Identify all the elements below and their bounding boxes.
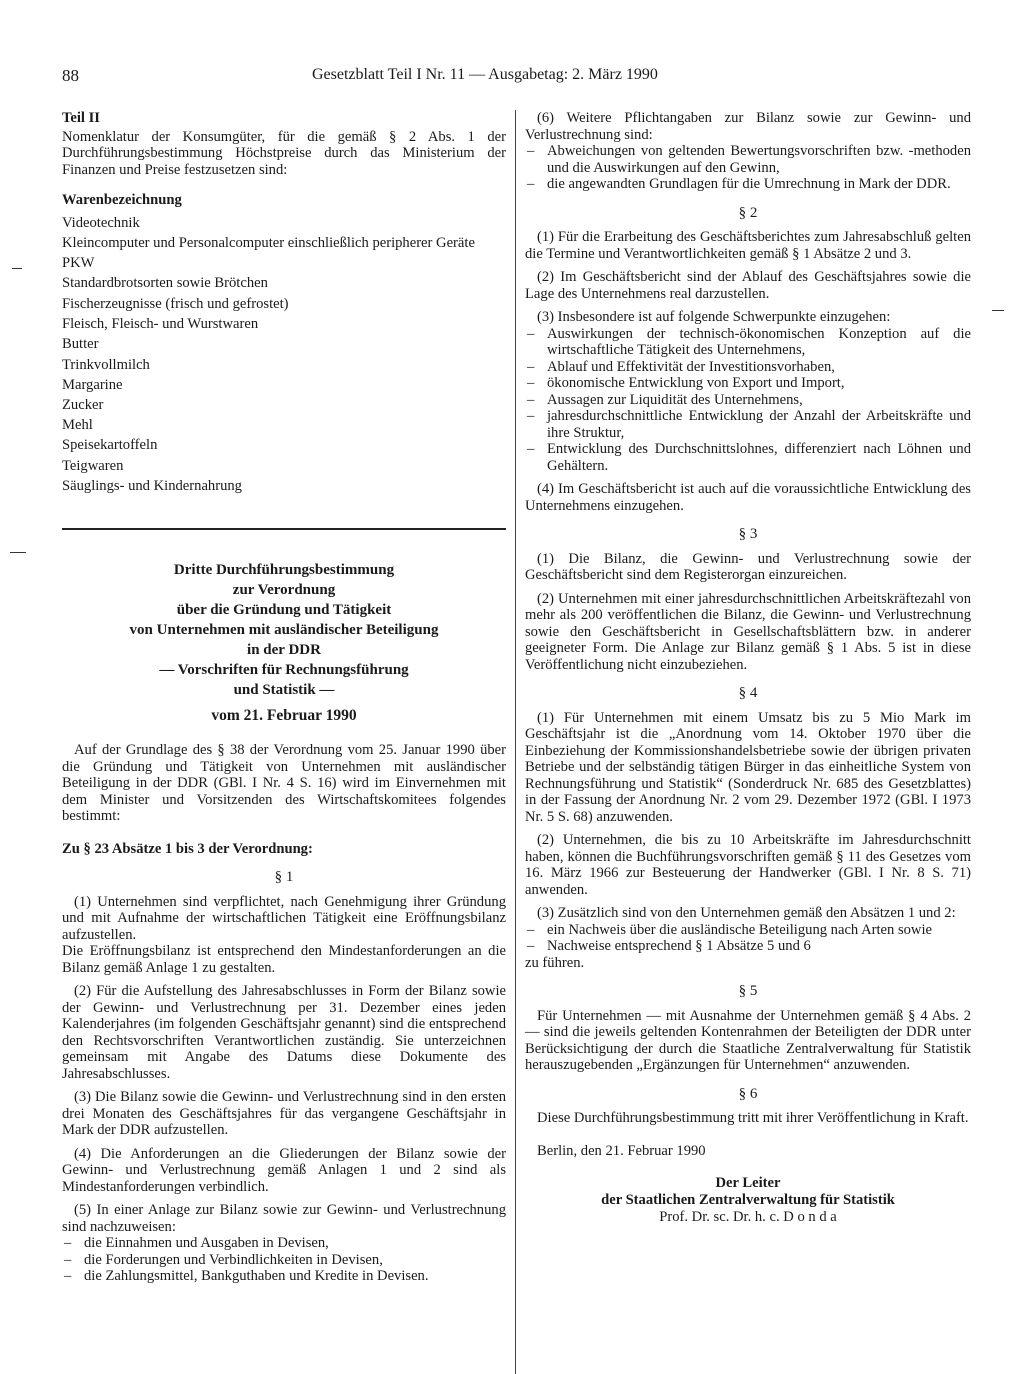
section-rule [62,528,506,530]
paragraph: (5) In einer Anlage zur Bilanz sowie zur Gewinn- und Verlustrechnung sind nachzuweisen: [62,1202,506,1235]
list-item: – Nachweise entsprechend § 1 Absätze 5 und 6 [525,938,971,955]
title-line: von Unternehmen mit ausländischer Beteiligung [129,621,439,638]
title-line: Dritte Durchführungsbestimmung [173,561,395,578]
paragraph: (1) Für die Erarbeitung des Geschäftsberichtes zum Jahresabschluß gelten die Termine und Verantwortlichkeiten gemäß § 1 Absätze 2 und 3. [525,229,971,262]
list-item: – die Einnahmen und Ausgaben in Devisen, [62,1235,506,1252]
title-line: und Statistik — [233,681,335,698]
paragraph: Diese Durchführungsbestimmung tritt mit ihrer Veröffentlichung in Kraft. [537,1110,969,1126]
header-title: Gesetzblatt Teil I Nr. 11 — Ausgabetag: 2. März 1990 [312,66,658,83]
list-item: Speisekartoffeln [62,437,158,454]
list-item: Zucker [62,396,104,413]
paragraph: (3) Die Bilanz sowie die Gewinn- und Verlustrechnung sind in den ersten drei Monaten des Geschäftsjahres für das vergangene Geschäftsjahr in Mark der DDR aufzustellen. [62,1089,506,1139]
paragraph: (2) Unternehmen mit einer jahresdurchschnittlichen Arbeitskräftezahl von mehr als 200 veröffentlichen die Bilanz, die Gewinn- und Verlustrechnung sowie den Geschäftsbericht in Gesellschaftsblättern bzw. in anderer geeigneter Form. Die Anlage zur Bilanz gemäß § 1 Abs. 5 ist in diese Veröffentlichung nicht einzubeziehen. [525,590,971,673]
document-title [62,560,506,700]
left-column [62,110,506,1285]
section-heading: § 1 [274,869,294,886]
section-heading: Teil II [62,110,100,126]
title-line: — Vorschriften für Rechnungsführung [159,661,409,678]
list-item: – Aussagen zur Liquidität des Unternehmens, [525,392,971,409]
paragraph: (2) Unternehmen, die bis zu 10 Arbeitskräfte im Jahresdurchschnitt haben, können die Buchführungsvorschriften gemäß § 11 des Gesetzes vom 16. März 1966 zur Besteuerung der Handwerker (GBl. I Nr. 8 S. 71) anwenden. [525,832,971,898]
intro-paragraph: Nomenklatur der Konsumgüter, für die gemäß § 2 Abs. 1 der Durchführungsbestimmung Höchstpreise durch das Ministerium der Finanzen und Preise festzusetzen sind: [62,128,506,178]
list-item: – Auswirkungen der technisch-ökonomischen Konzeption auf die wirtschaftliche Tätigkeit des Unternehmens, [525,326,971,359]
paragraph: (3) Insbesondere ist auf folgende Schwerpunkte einzugehen: [537,309,891,325]
list-item: Kleincomputer und Personalcomputer einschließlich peripherer Geräte [62,234,475,251]
list-item: – Abweichungen von geltenden Bewertungsvorschriften bzw. -methoden und die Auswirkungen auf den Gewinn, [525,143,971,176]
margin-mark [992,310,1004,311]
list-item: – jahresdurchschnittliche Entwicklung der Anzahl der Arbeitskräfte und ihre Struktur, [525,408,971,441]
paragraph: Für Unternehmen — mit Ausnahme der Unternehmen gemäß § 4 Abs. 2 — sind die jeweils geltenden Kontenrahmen der Beteiligten der DDR unter Berücksichtigung der durch die Staatliche Zentralverwaltung für Statistik herauszugebenden „Ergänzungen für Unternehmen“ anzuwenden. [525,1007,971,1073]
list-item: Videotechnik [62,214,140,231]
list-item: – Ablauf und Effektivität der Investitionsvorhaben, [525,359,971,376]
list-item: Fischerzeugnisse (frisch und gefrostet) [62,295,289,312]
list-item: Margarine [62,376,123,393]
title-line: in der DDR [247,641,321,658]
list-item: PKW [62,255,95,272]
list-item: Trinkvollmilch [62,356,150,373]
zu-heading: Zu § 23 Absätze 1 bis 3 der Verordnung: [62,840,313,857]
list-item: Fleisch, Fleisch- und Wurstwaren [62,316,259,333]
list-item: Säuglings- und Kindernahrung [62,477,242,494]
list-item: Teigwaren [62,457,124,474]
list-item: – die Forderungen und Verbindlichkeiten in Devisen, [62,1252,506,1269]
section-heading: § 3 [738,526,758,542]
list-item: Standardbrotsorten sowie Brötchen [62,275,268,292]
signature-name: Prof. Dr. sc. Dr. h. c. D o n d a [659,1209,837,1225]
list-item: – Entwicklung des Durchschnittslohnes, differenziert nach Löhnen und Gehältern. [525,441,971,474]
signature-office: der Staatlichen Zentralverwaltung für Statistik [601,1192,895,1208]
list-item: – ein Nachweis über die ausländische Beteiligung nach Arten sowie [525,922,971,939]
section-heading: § 5 [738,983,758,999]
signature-title: Der Leiter [715,1175,781,1191]
section-heading: § 6 [738,1085,758,1102]
paragraph: (4) Im Geschäftsbericht ist auch auf die voraussichtliche Entwicklung des Unternehmens einzugehen. [525,481,971,514]
place-date: Berlin, den 21. Februar 1990 [537,1142,706,1159]
preamble: Auf der Grundlage des § 38 der Verordnung vom 25. Januar 1990 über die Gründung und Tätigkeit von Unternehmen mit ausländischer Beteiligung in der DDR (GBl. I Nr. 4 S. 16) wird im Einvernehmen mit dem Minister und Vorsitzenden des Wirtschaftskomitees folgendes bestimmt: [62,742,506,825]
paragraph: zu führen. [525,954,585,971]
paragraph: (2) Im Geschäftsbericht sind der Ablauf des Geschäftsjahres sowie die Lage des Unternehmens real darzustellen. [525,269,971,302]
paragraph: (1) Die Bilanz, die Gewinn- und Verlustrechnung sowie der Geschäftsbericht sind dem Registerorgan einzureichen. [525,550,971,583]
paragraph: (1) Für Unternehmen mit einem Umsatz bis zu 5 Mio Mark im Geschäftsjahr ist die „Anordnung vom 14. Oktober 1970 über die Einbeziehung der Kommissionshandelsbetriebe sowie der übrigen privaten Betriebe und der selbständig tätigen Bürger in das einheitliche System von Rechnungsführung und Statistik“ (Sonderdruck Nr. 685 des Gesetzblattes) in der Fassung der Anordnung Nr. 2 vom 29. Dezember 1972 (GBl. I 1973 Nr. 5 S. 68) anzuwenden. [525,709,971,825]
paragraph: (6) Weitere Pflichtangaben zur Bilanz sowie zur Gewinn- und Verlustrechnung sind: [525,110,971,143]
section-heading: § 4 [738,685,758,701]
margin-mark [12,268,22,269]
list-item: Butter [62,336,99,353]
title-line: über die Gründung und Tätigkeit [176,601,392,618]
document-date: vom 21. Februar 1990 [211,706,357,724]
waren-heading: Warenbezeichnung [62,192,182,208]
paragraph: (3) Zusätzlich sind von den Unternehmen gemäß den Absätzen 1 und 2: [537,905,956,921]
section-heading: § 2 [738,204,758,221]
right-column [525,110,971,1226]
list-item: – die angewandten Grundlagen für die Umrechnung in Mark der DDR. [525,176,971,193]
list-item: Mehl [62,417,93,434]
title-line: zur Verordnung [232,581,336,598]
paragraph: (4) Die Anforderungen an die Gliederungen der Bilanz sowie der Gewinn- und Verlustrechnung gemäß Anlagen 1 und 2 sind als Mindestanforderungen verbindlich. [62,1145,506,1195]
paragraph: (2) Für die Aufstellung des Jahresabschlusses in Form der Bilanz sowie der Gewinn- und Verlustrechnung per 31. Dezember eines jeden Kalenderjahres (im folgenden Geschäftsjahr genannt) sind die entsprechend den Rechtsvorschriften Verantwortlichen zuständig. Sie unterzeichnen gemeinsam mit Angabe des Datums diese Dokumente des Jahresabschlusses. [62,983,506,1082]
list-item: – die Zahlungsmittel, Bankguthaben und Kredite in Devisen. [62,1268,506,1285]
column-divider [515,110,516,1374]
page-number: 88 [62,66,79,85]
margin-mark [10,552,26,553]
paragraph: Die Eröffnungsbilanz ist entsprechend den Mindestanforderungen an die Bilanz gemäß Anlage 1 zu gestalten. [62,943,506,976]
paragraph: (1) Unternehmen sind verpflichtet, nach Genehmigung ihrer Gründung und mit Aufnahme der wirtschaftlichen Tätigkeit eine Eröffnungsbilanz aufzustellen. [62,893,506,943]
list-item: – ökonomische Entwicklung von Export und Import, [525,375,971,392]
